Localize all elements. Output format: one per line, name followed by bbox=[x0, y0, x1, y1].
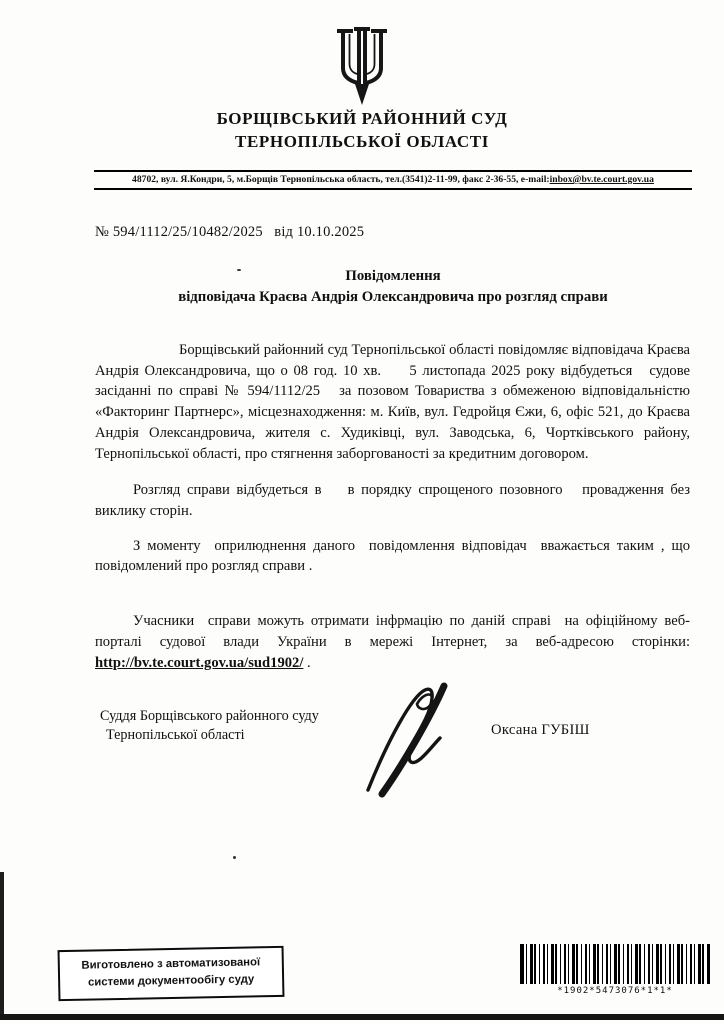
judge-title-line2: Тернопільської області bbox=[106, 727, 245, 744]
notice-title-line2: відповідача Краєва Андрія Олександровича про розгляд справи bbox=[178, 289, 608, 306]
court-name bbox=[0, 108, 724, 154]
case-info-link: http://bv.te.court.gov.ua/sud1902/ bbox=[95, 654, 304, 671]
body-paragraph-2: Розгляд справи відбудеться в в порядку спрощеного позовного провадження без виклику сторін. bbox=[95, 482, 690, 520]
court-email: inbox@bv.te.court.gov.ua bbox=[549, 174, 654, 185]
court-name-line1: БОРЩІВСЬКИЙ РАЙОННИЙ СУД bbox=[216, 109, 508, 128]
scan-edge-left bbox=[0, 872, 4, 1020]
court-name-line2: ТЕРНОПІЛЬСЬКОЇ ОБЛАСТІ bbox=[235, 131, 489, 151]
barcode-text: *1902*5473076*1*1* bbox=[557, 986, 673, 996]
barcode-bars-icon bbox=[520, 944, 710, 984]
scan-edge-bottom bbox=[0, 1014, 724, 1020]
body-paragraph-4 bbox=[95, 611, 690, 673]
document-barcode bbox=[520, 944, 710, 996]
tryzub-emblem-icon bbox=[331, 26, 393, 111]
judge-title bbox=[100, 707, 319, 745]
stamp-line2: системи документообігу суду bbox=[87, 973, 255, 989]
judge-title-line1: Суддя Борщівського районного суду bbox=[100, 708, 319, 724]
scan-speck bbox=[233, 856, 236, 859]
body-paragraph-4-text: Учасники справи можуть отримати інфрмацію по даній справі на офіційному веб-порталі судової влади України в мережі Інтернет, за веб-адресою сторінки: bbox=[95, 613, 690, 650]
court-contact-bar bbox=[94, 170, 692, 190]
notice-title-line1: Повідомлення bbox=[345, 268, 441, 284]
judge-signature-icon bbox=[348, 680, 488, 805]
notice-body bbox=[95, 340, 690, 689]
stamp-line1: Виготовлено з автоматизованої bbox=[81, 956, 261, 972]
body-paragraph-1: Борщівський районний суд Тернопільської області повідомляє відповідача Краєва Андрія Олександровича, що о 08 год. 10 хв. 5 листопада 2025 року відбудеться судове засіданні по справі № 594/1112/25 за позовом Товариства з обмеженою відповідальністю «Факторинг Партнерс», місцезнаходження: м. Київ, вул. Гедройця Єжи, 6, офіс 521, до Краєва Андрія Олександровича, жителя с. Худиківці, вул. Заводська, 6, Чортківського району, Тернопільської області, про стягнення заборгованості за кредитним договором. bbox=[95, 342, 690, 462]
notice-title bbox=[94, 266, 692, 309]
automation-stamp bbox=[58, 946, 285, 1001]
court-address: 48702, вул. Я.Кондри, 5, м.Борщів Тернопільська область, тел.(3541)2-11-99, факс 2-36-55, e-mail: bbox=[132, 174, 550, 185]
case-reference-number: № 594/1112/25/10482/2025 від 10.10.2025 bbox=[95, 224, 365, 240]
body-paragraph-4-tail: . bbox=[303, 654, 311, 671]
body-paragraph-3: З моменту оприлюднення даного повідомлення відповідач вважається таким , що повідомлений про розгляд справи . bbox=[95, 537, 690, 575]
scan-speck bbox=[237, 269, 241, 271]
judge-name: Оксана ГУБІШ bbox=[491, 722, 590, 738]
